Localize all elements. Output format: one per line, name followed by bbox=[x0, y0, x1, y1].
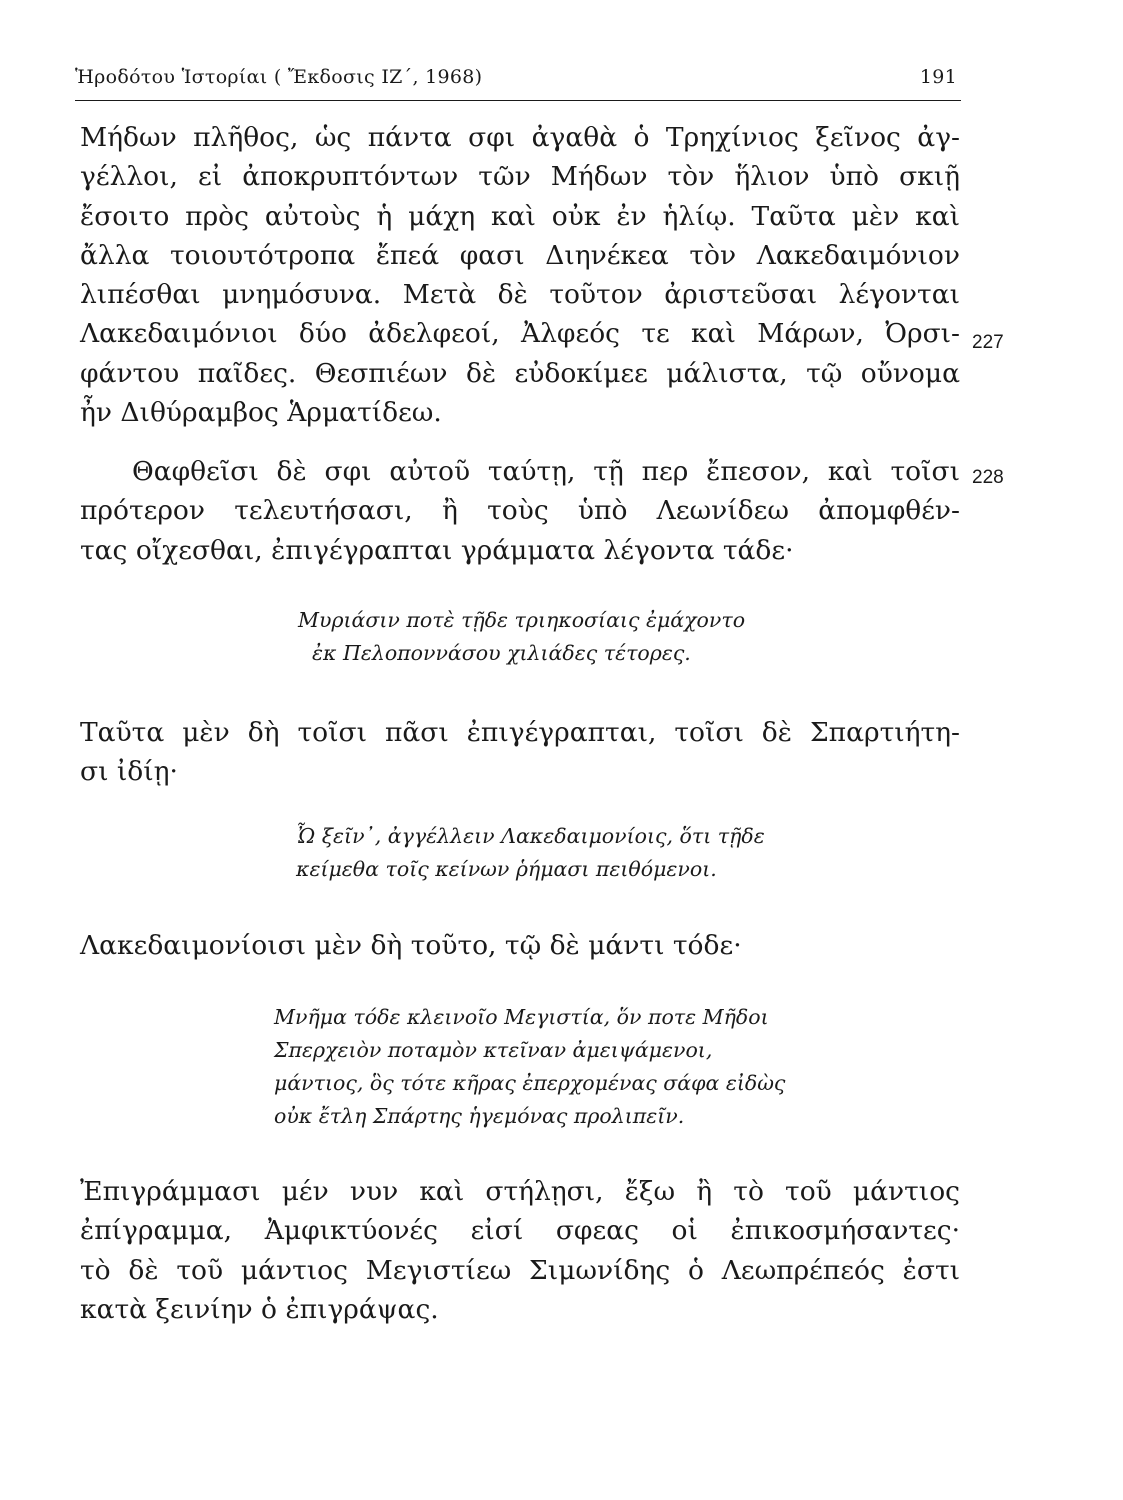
paragraph-4 bbox=[80, 926, 960, 965]
text-line: Μήδων πλῆθος, ὡς πάντα σφι ἀγαθὰ ὁ Τρηχίνιος ξεῖνος ἀγ- bbox=[80, 122, 960, 153]
paragraph-3 bbox=[80, 713, 960, 792]
text-line: σι ἰδίῃ· bbox=[80, 756, 178, 788]
header-rule bbox=[75, 100, 961, 101]
epigram-thermopylae bbox=[298, 604, 745, 670]
epigram-megistias bbox=[274, 1001, 785, 1133]
text-line: λιπέσθαι μνημόσυνα. Μετὰ δὲ τοῦτον ἀριστεῦσαι λέγονται bbox=[80, 279, 960, 311]
verse-line: Μυριάσιν ποτὲ τῇδε τριηκοσίαις ἐμάχοντο bbox=[298, 608, 746, 632]
text-line: φάντου παῖδες. Θεσπιέων δὲ εὐδοκίμεε μάλιστα, τῷ οὔνομα bbox=[80, 357, 960, 389]
section-number-227: 227 bbox=[972, 332, 1004, 353]
text-line: τὸ δὲ τοῦ μάντιος Μεγιστίεω Σιμωνίδης ὁ Λεωπρέπεός ἐστι bbox=[80, 1254, 960, 1286]
paragraph-5 bbox=[80, 1172, 960, 1329]
text-line: γέλλοι, εἰ ἀποκρυπτόντων τῶν Μήδων τὸν ἥλιον ὑπὸ σκιῇ bbox=[80, 161, 960, 193]
text-line: ἐπίγραμμα, Ἀμφικτύονές εἰσί σφεας οἱ ἐπικοσμήσαντες· bbox=[80, 1215, 960, 1247]
verse-line: ἐκ Πελοποννάσου χιλιάδες τέτορες. bbox=[312, 641, 691, 665]
text-line: ἦν Διθύραμβος Ἁρματίδεω. bbox=[80, 397, 442, 429]
running-head bbox=[75, 66, 961, 96]
text-line: πρότερον τελευτήσασι, ἢ τοὺς ὑπὸ Λεωνίδεω ἀπομφθέν- bbox=[80, 495, 960, 527]
paragraph-1 bbox=[80, 118, 960, 432]
text-line: Λακεδαιμόνιοι δύο ἀδελφεοί, Ἀλφεός τε καὶ Μάρων, Ὀρσι- bbox=[80, 318, 960, 350]
verse-line: οὐκ ἔτλη Σπάρτης ἡγεμόνας προλιπεῖν. bbox=[274, 1104, 685, 1128]
running-title: Ἡροδότου Ἱστορίαι ( Ἔκδοσις ΙΖ΄, 1968) bbox=[75, 66, 483, 88]
verse-line: Μνῆμα τόδε κλεινοῖο Μεγιστία, ὅν ποτε Μῆδοι bbox=[274, 1005, 769, 1029]
text-line: Λακεδαιμονίοισι μὲν δὴ τοῦτο, τῷ δὲ μάντι τόδε· bbox=[80, 930, 742, 961]
section-number-228: 228 bbox=[972, 467, 1004, 488]
text-line: Θαφθεῖσι δὲ σφι αὐτοῦ ταύτῃ, τῇ περ ἔπεσον, καὶ τοῖσι bbox=[132, 456, 960, 487]
paragraph-2 bbox=[80, 452, 960, 570]
text-line: τας οἴχεσθαι, ἐπιγέγραπται γράμματα λέγοντα τάδε· bbox=[80, 534, 794, 566]
text-line: ἔσοιτο πρὸς αὐτοὺς ἡ μάχη καὶ οὐκ ἐν ἡλίῳ. Ταῦτα μὲν καὶ bbox=[80, 200, 960, 232]
verse-line: Ὦ ξεῖν᾿, ἀγγέλλειν Λακεδαιμονίοις, ὅτι τῇδε bbox=[296, 824, 765, 848]
verse-line: Σπερχειὸν ποταμὸν κτεῖναν ἀμειψάμενοι, bbox=[274, 1038, 713, 1062]
epigram-spartans bbox=[296, 820, 765, 886]
text-line: Ταῦτα μὲν δὴ τοῖσι πᾶσι ἐπιγέγραπται, τοῖσι δὲ Σπαρτιήτη- bbox=[80, 717, 960, 748]
text-line: Ἐπιγράμμασι μέν νυν καὶ στήλῃσι, ἔξω ἢ τὸ τοῦ μάντιος bbox=[80, 1176, 960, 1207]
page-number: 191 bbox=[919, 66, 957, 88]
verse-line: μάντιος, ὃς τότε κῆρας ἐπερχομένας σάφα εἰδὼς bbox=[274, 1071, 786, 1095]
verse-line: κείμεθα τοῖς κείνων ῥήμασι πειθόμενοι. bbox=[296, 857, 717, 881]
text-line: κατὰ ξεινίην ὁ ἐπιγράψας. bbox=[80, 1293, 439, 1325]
text-line: ἄλλα τοιουτότροπα ἔπεά φασι Διηνέκεα τὸν Λακεδαιμόνιον bbox=[80, 239, 960, 271]
